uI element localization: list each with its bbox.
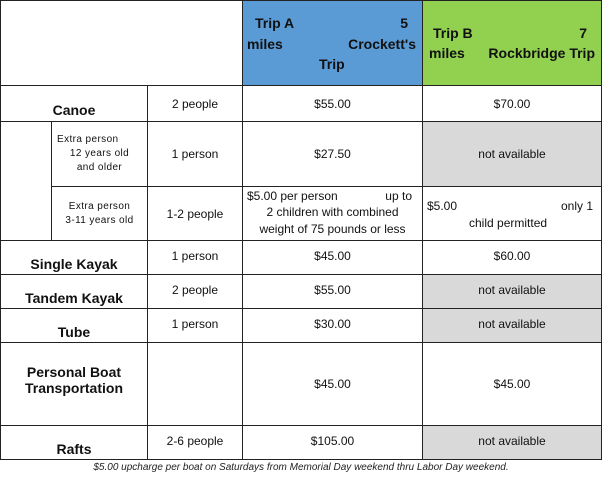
trip-b-header bbox=[422, 0, 602, 86]
row-extra-child-trip-a bbox=[242, 186, 423, 241]
row-canoe-trip-a: $55.00 bbox=[242, 85, 423, 122]
row-tandem-kayak-trip-b: not available bbox=[422, 274, 602, 309]
extra-adult-line2: 12 years old bbox=[69, 148, 130, 159]
row-boat-transport-trip-a: $45.00 bbox=[242, 342, 423, 426]
row-extra-adult-label bbox=[51, 121, 148, 187]
row-canoe-trip-b: $70.00 bbox=[422, 85, 602, 122]
extra-child-trip-a-line1: $5.00 per person bbox=[247, 189, 338, 203]
row-extra-child-capacity: 1-2 people bbox=[147, 186, 243, 241]
row-single-kayak-label bbox=[0, 240, 148, 275]
row-canoe-label bbox=[0, 85, 148, 122]
row-extra-adult-trip-a: $27.50 bbox=[242, 121, 423, 187]
rafts-label-text: Rafts bbox=[56, 441, 92, 457]
extra-person-group-left bbox=[0, 121, 52, 241]
extra-child-trip-b-line3: child permitted bbox=[469, 216, 548, 230]
row-rafts-label bbox=[0, 425, 148, 460]
extra-child-trip-b-line2: only 1 bbox=[560, 199, 593, 213]
row-boat-transport-capacity bbox=[147, 342, 243, 426]
boat-transport-line2: Transportation bbox=[24, 380, 123, 396]
boat-transport-line1: Personal Boat bbox=[26, 364, 122, 380]
row-boat-transport-label bbox=[0, 342, 148, 426]
trip-b-place: Rockbridge Trip bbox=[488, 45, 595, 61]
row-tube-trip-b: not available bbox=[422, 308, 602, 343]
row-tube-trip-a: $30.00 bbox=[242, 308, 423, 343]
extra-adult-line3: and older bbox=[76, 162, 123, 173]
single-kayak-label-text: Single Kayak bbox=[30, 256, 118, 272]
row-tandem-kayak-capacity: 2 people bbox=[147, 274, 243, 309]
row-rafts-trip-b: not available bbox=[422, 425, 602, 460]
canoe-label-text: Canoe bbox=[52, 102, 96, 118]
row-canoe-capacity: 2 people bbox=[147, 85, 243, 122]
extra-child-trip-a-line4: weight of 75 pounds or less bbox=[259, 222, 406, 236]
row-extra-adult-capacity: 1 person bbox=[147, 121, 243, 187]
row-rafts-trip-a: $105.00 bbox=[242, 425, 423, 460]
trip-a-miles: miles bbox=[247, 36, 283, 52]
row-extra-adult-trip-b: not available bbox=[422, 121, 602, 187]
trip-a-place: Crockett's bbox=[348, 36, 416, 52]
trip-b-distance: 7 bbox=[579, 25, 587, 41]
row-boat-transport-trip-b: $45.00 bbox=[422, 342, 602, 426]
extra-child-trip-b-line1: $5.00 bbox=[427, 199, 458, 213]
extra-adult-line1: Extra person bbox=[57, 134, 119, 145]
extra-child-trip-a-line2: up to bbox=[385, 189, 412, 203]
tandem-kayak-label-text: Tandem Kayak bbox=[25, 290, 123, 306]
row-rafts-capacity: 2-6 people bbox=[147, 425, 243, 460]
row-extra-child-trip-b bbox=[422, 186, 602, 241]
extra-child-line1: Extra person bbox=[68, 200, 131, 212]
row-tube-label bbox=[0, 308, 148, 343]
trip-a-distance: 5 bbox=[400, 15, 408, 31]
row-tube-capacity: 1 person bbox=[147, 308, 243, 343]
row-single-kayak-capacity: 1 person bbox=[147, 240, 243, 275]
trip-a-trip-word: Trip bbox=[319, 56, 345, 72]
footnote: $5.00 upcharge per boat on Saturdays from Memorial Day weekend thru Labor Day weekend. bbox=[93, 462, 509, 473]
row-single-kayak-trip-b: $60.00 bbox=[422, 240, 602, 275]
extra-child-trip-a-line3: 2 children with combined bbox=[266, 205, 399, 219]
trip-a-name: Trip A bbox=[255, 15, 295, 31]
row-single-kayak-trip-a: $45.00 bbox=[242, 240, 423, 275]
trip-b-name: Trip B bbox=[433, 25, 473, 41]
row-tandem-kayak-label bbox=[0, 274, 148, 309]
trip-b-miles: miles bbox=[429, 45, 465, 61]
extra-child-line2: 3-11 years old bbox=[65, 214, 134, 226]
tube-label-text: Tube bbox=[57, 324, 91, 340]
trip-a-header bbox=[242, 0, 423, 86]
row-extra-child-label bbox=[51, 186, 148, 241]
header-empty-cell bbox=[0, 0, 243, 86]
row-tandem-kayak-trip-a: $55.00 bbox=[242, 274, 423, 309]
